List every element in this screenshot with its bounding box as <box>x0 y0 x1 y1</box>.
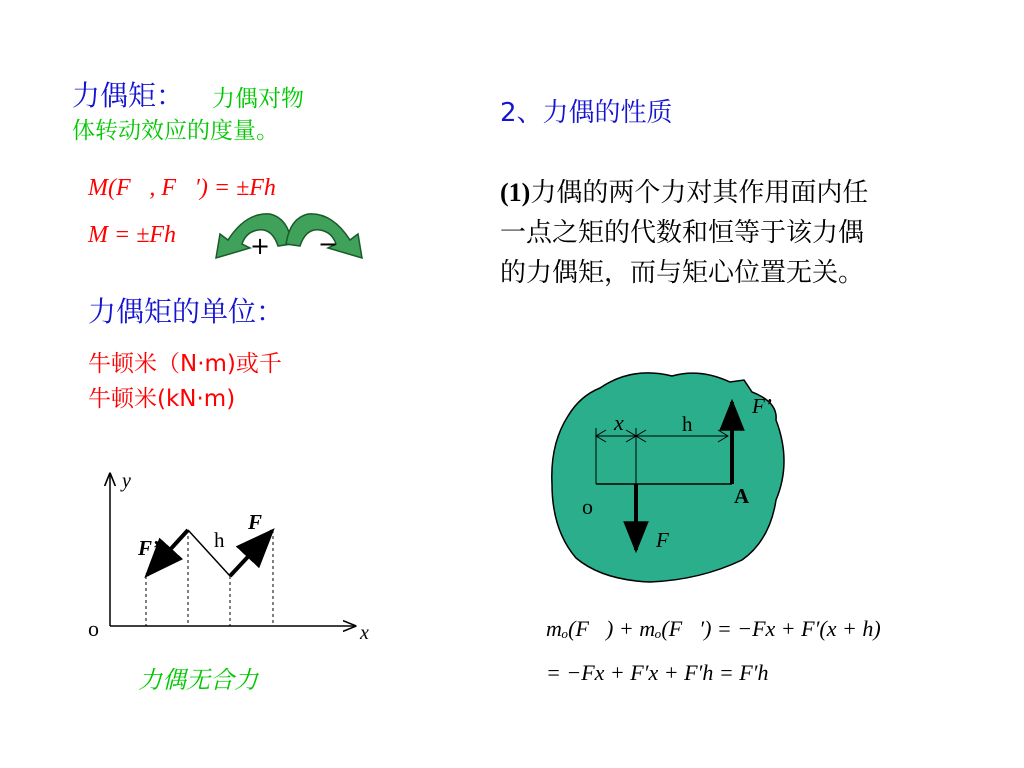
property-line3: 的力偶矩，而与矩心位置无关。 <box>500 258 865 288</box>
diagram-point-a: A <box>734 484 750 508</box>
property-line2: 一点之矩的代数和恒等于该力偶 <box>500 218 865 248</box>
force-f-prime-label: F’ <box>138 536 159 560</box>
diagram-f-label: F <box>656 528 669 552</box>
moment-formula-scalar: M = ±Fh <box>88 222 177 248</box>
couple-moment-definition-line1: 力偶对物 <box>212 86 304 112</box>
distance-h-label: h <box>214 528 225 552</box>
couple-moment-definition-line2: 体转动效应的度量。 <box>72 118 279 144</box>
origin-label: o <box>88 616 99 641</box>
property-text-line1: 力偶的两个力对其作用面内任 <box>530 178 869 208</box>
property-number: (1) <box>500 178 531 207</box>
unit-line1: 牛顿米（N·m)或千 <box>88 351 282 377</box>
force-f-label: F <box>248 510 263 534</box>
section-title: 2、力偶的性质 <box>500 98 673 128</box>
diagram-h-label: h <box>682 412 693 436</box>
y-axis-label: y <box>122 470 131 492</box>
moment-formula-vector: M(F⃗, F⃗′) = ±Fh <box>88 175 276 201</box>
diagram-f-prime-label: F’ <box>752 394 772 418</box>
unit-title: 力偶矩的单位： <box>88 295 285 328</box>
x-axis-label: x <box>360 622 369 644</box>
couple-moment-label: 力偶矩： <box>72 79 185 112</box>
diagram-point-o: o <box>582 494 593 519</box>
moment-equation-line1: mₒ(F⃗) + mₒ(F⃗′) = −Fx + F′(x + h) <box>546 616 881 641</box>
negative-sign: − <box>318 230 339 258</box>
unit-line2: 牛顿米(kN·m) <box>88 386 236 412</box>
moment-equation-line2: = −Fx + F′x + F′h = F′h <box>546 660 769 685</box>
positive-sign: + <box>250 232 271 260</box>
diagram-x-label: x <box>614 410 624 435</box>
graph-caption: 力偶无合力 <box>138 666 258 694</box>
